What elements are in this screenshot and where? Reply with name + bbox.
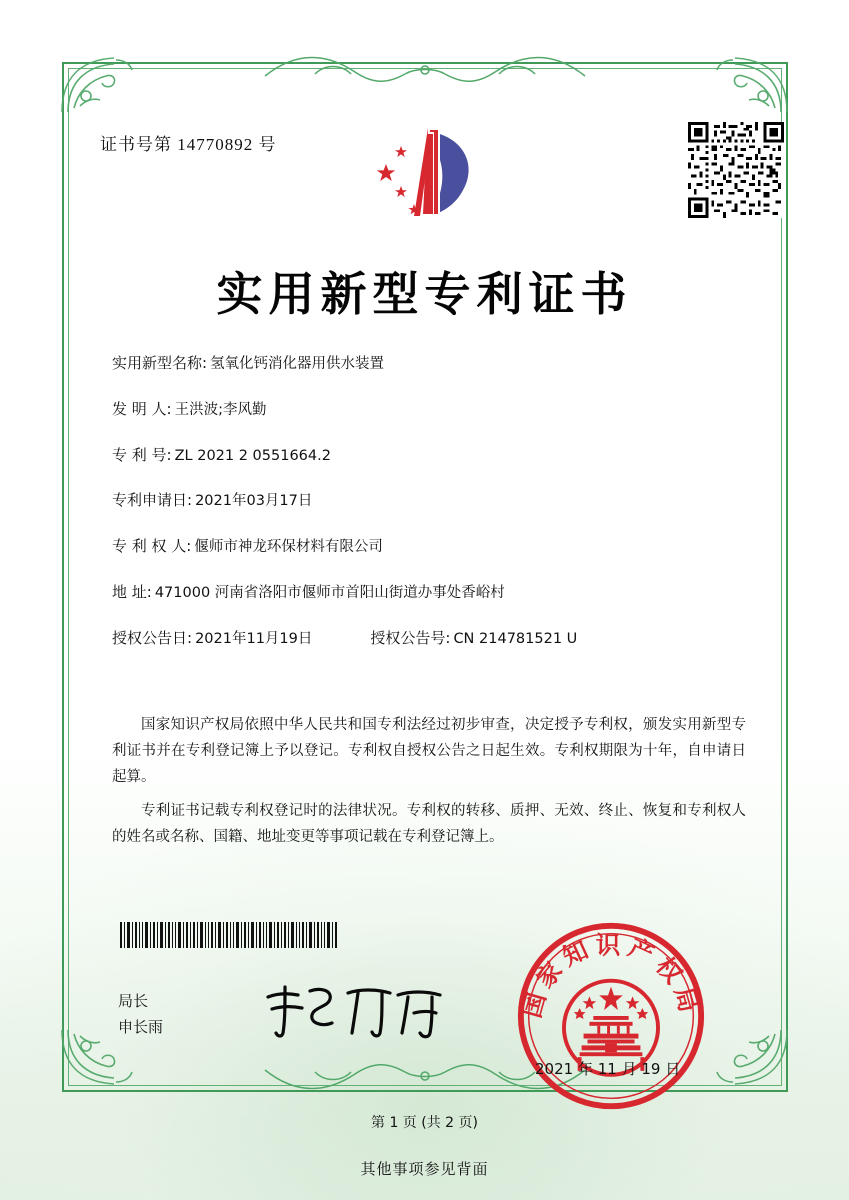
- field-value: 氢氧化钙消化器用供水装置: [210, 356, 385, 372]
- grant-date-label: 授权公告日:: [112, 628, 193, 647]
- field-row-patent-number: [112, 444, 752, 468]
- seal-top-text: 国家知识产权局: [516, 930, 706, 1021]
- back-side-note: 其他事项参见背面: [360, 1160, 489, 1178]
- legal-paragraph-1: 国家知识产权局依照中华人民共和国专利法经过初步审查，决定授予专利权，颁发实用新型专利证书并在专利登记簿上予以登记。专利权自授权公告之日起生效。专利权期限为十年，自申请日起算。: [112, 717, 746, 785]
- cnipa-logo-icon: [370, 120, 490, 230]
- field-row-grant-announcement: [112, 627, 752, 651]
- legal-text-block: [112, 712, 746, 858]
- field-value: 2021年03月17日: [195, 493, 313, 510]
- top-ornament-icon: [255, 46, 595, 88]
- corner-flourish-icon: [56, 48, 142, 118]
- field-value: 王洪波;李风勤: [174, 401, 267, 418]
- qr-code-icon: [688, 122, 784, 218]
- field-label: 专 利 号:: [112, 445, 172, 464]
- field-label: 地 址:: [112, 582, 152, 601]
- barcode-icon: [120, 922, 338, 948]
- svg-text:国家知识产权局: [517, 930, 705, 1021]
- corner-flourish-icon: [707, 48, 793, 118]
- seal-date: 2021 年 11 月 19 日: [535, 1060, 681, 1078]
- field-row-invention-name: [112, 352, 752, 376]
- field-label: 实用新型名称:: [112, 354, 208, 372]
- grant-number-value: CN 214781521 U: [453, 630, 578, 647]
- grant-date-value: 2021年11月19日: [195, 630, 313, 647]
- field-value: 471000 河南省洛阳市偃师市首阳山街道办事处香峪村: [154, 584, 505, 601]
- field-row-application-date: [112, 489, 752, 513]
- field-list: [112, 352, 752, 672]
- page-title: 实用新型专利证书: [216, 267, 633, 321]
- corner-flourish-icon: [707, 1024, 793, 1094]
- field-label: 专 利 权 人:: [112, 537, 192, 555]
- certificate-number: 证书号第 14770892 号: [100, 135, 277, 154]
- director-role-label: 局长: [118, 992, 149, 1010]
- official-seal-icon: [513, 918, 709, 1114]
- legal-paragraph-2: 专利证书记载专利权登记时的法律状况。专利权的转移、质押、无效、终止、恢复和专利权人的姓名或名称、国籍、地址变更等事项记载在专利登记簿上。: [112, 803, 746, 845]
- field-label: 专利申请日:: [112, 491, 193, 510]
- field-row-patentee: [112, 535, 752, 559]
- field-row-address: [112, 581, 752, 605]
- field-value: 偃师市神龙环保材料有限公司: [194, 539, 383, 555]
- field-row-inventor: [112, 398, 752, 422]
- page-indicator: 第 1 页 (共 2 页): [371, 1115, 478, 1131]
- director-name-label: 申长雨: [118, 1018, 164, 1036]
- field-value: ZL 2021 2 0551664.2: [174, 447, 331, 464]
- signature-block: [118, 988, 163, 1040]
- handwritten-signature-icon: [258, 975, 458, 1045]
- grant-number-label: 授权公告号:: [370, 628, 451, 647]
- field-label: 发 明 人:: [112, 399, 172, 418]
